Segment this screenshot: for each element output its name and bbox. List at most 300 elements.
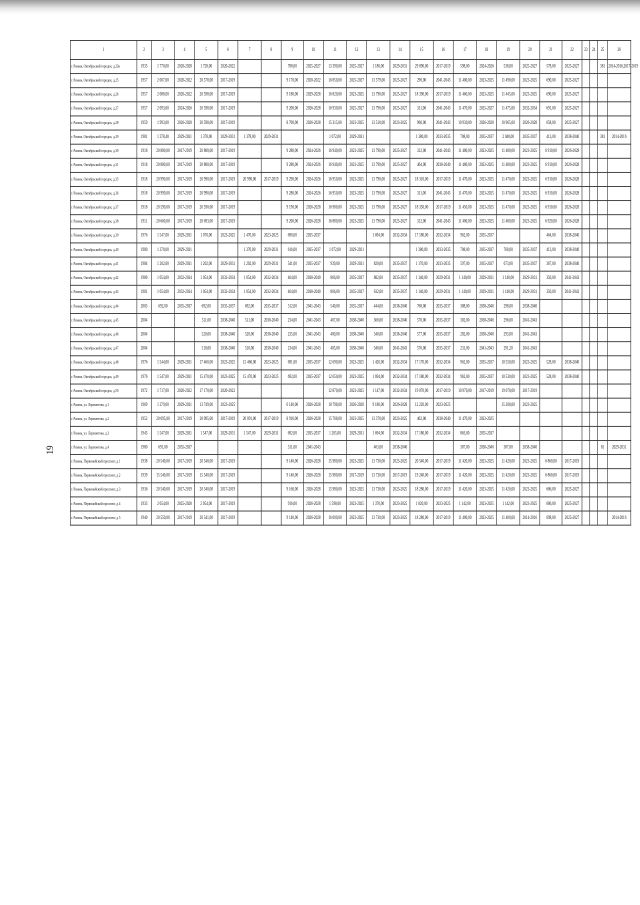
table-row <box>70 243 631 257</box>
table-cell: 340,00 <box>367 328 390 342</box>
table-cell: 2025-2027 <box>390 144 410 158</box>
table-cell <box>175 313 195 327</box>
table-cell <box>608 229 631 243</box>
table-row <box>70 384 631 398</box>
table-cell: 2041-2043 <box>520 313 540 327</box>
table-cell <box>608 74 631 88</box>
table-cell: 2023-2025 <box>347 215 367 229</box>
table-cell: 15 460,00 <box>238 356 261 370</box>
table-cell: 9 280,00 <box>281 186 303 200</box>
table-cell <box>261 384 281 398</box>
table-cell: 541,00 <box>281 257 303 271</box>
table-row <box>70 201 631 215</box>
column-header: 3 <box>151 40 174 59</box>
table-cell: 464,00 <box>281 271 303 285</box>
table-cell: 13 790,00 <box>367 144 390 158</box>
table-cell: 2035-2037 <box>520 130 540 144</box>
table-cell: 11 460,00 <box>453 88 476 102</box>
table-cell: 2023-2025 <box>477 74 497 88</box>
table-cell: 2026-2028 <box>562 158 582 172</box>
table-cell <box>367 130 390 144</box>
table-cell: 2033-2035 <box>433 130 453 144</box>
table-cell: 16 940,00 <box>323 144 346 158</box>
table-cell: 463,00 <box>367 440 390 454</box>
table-cell: 2 007,00 <box>151 74 174 88</box>
table-cell <box>598 356 608 370</box>
table-cell: 2017-2019 <box>562 455 582 469</box>
table-cell: 2035-2037 <box>390 271 410 285</box>
column-header: 18 <box>477 40 497 59</box>
table-cell <box>540 384 562 398</box>
table-cell: 2026-2028 <box>303 215 323 229</box>
table-cell: 13 790,00 <box>367 172 390 186</box>
table-cell: 2023-2025 <box>477 412 497 426</box>
table-cell <box>151 313 174 327</box>
table-cell <box>590 116 598 130</box>
table-cell: 2029-2031 <box>433 285 453 299</box>
table-cell: 464,00 <box>540 229 562 243</box>
address-cell: г. Рязань, Октябрьский городок, д.30 <box>70 144 137 158</box>
table-cell: 1 728,00 <box>195 60 218 74</box>
table-cell: 2029-2031 <box>175 243 195 257</box>
table-cell: 1 202,00 <box>195 257 218 271</box>
table-cell: 2023-2025 <box>433 398 453 412</box>
table-cell: 10 550,00 <box>497 356 520 370</box>
table-cell: 2024-2026 <box>303 186 323 200</box>
table-cell: 2038-2040 <box>477 440 497 454</box>
table-cell: 16 950,00 <box>323 172 346 186</box>
table-cell: 2029-2031 <box>608 440 631 454</box>
table-cell <box>540 313 562 327</box>
table-cell: 6 910,00 <box>540 158 562 172</box>
table-cell: 2032-2034 <box>261 271 281 285</box>
table-row <box>70 370 631 384</box>
table-cell: 2023-2025 <box>520 172 540 186</box>
table-cell: 1 202,00 <box>238 257 261 271</box>
table-cell <box>608 257 631 271</box>
table-cell: 2035-2037 <box>347 285 367 299</box>
table-cell: 2017-2019 <box>175 144 195 158</box>
table-cell: 11 445,00 <box>497 88 520 102</box>
table-cell: 20 540,00 <box>151 483 174 497</box>
table-cell: 2035-2037 <box>218 299 238 313</box>
table-cell <box>218 243 238 257</box>
table-cell: 11 420,00 <box>453 469 476 483</box>
table-cell <box>608 243 631 257</box>
column-header: 25 <box>598 40 608 59</box>
table-cell: 2017-2019 <box>175 469 195 483</box>
table-cell <box>590 158 598 172</box>
table-cell: 6 910,00 <box>540 201 562 215</box>
table-cell <box>540 426 562 440</box>
table-cell <box>590 271 598 285</box>
table-cell: 2032-2034 <box>390 229 410 243</box>
table-cell <box>582 88 590 102</box>
table-cell: 2020-2022 <box>175 74 195 88</box>
table-cell: 698,00 <box>540 511 562 525</box>
table-cell: 20 990,00 <box>195 186 218 200</box>
table-cell: 2023-2025 <box>520 158 540 172</box>
table-cell: 6 140,00 <box>281 398 303 412</box>
table-cell: 2038-2040 <box>218 342 238 356</box>
table-cell: 2041-2043 <box>520 342 540 356</box>
table-cell: 11 470,00 <box>497 186 520 200</box>
table-cell: 2025-2027 <box>303 60 323 74</box>
table-cell: 413,00 <box>540 130 562 144</box>
table-cell: 13 730,00 <box>367 483 390 497</box>
table-cell <box>582 130 590 144</box>
table-cell <box>175 328 195 342</box>
table-cell: 2023-2025 <box>520 455 540 469</box>
table-cell: 2026-2028 <box>303 201 323 215</box>
table-cell: 13 510,00 <box>367 116 390 130</box>
table-cell: 2023-2025 <box>520 370 540 384</box>
table-cell <box>608 398 631 412</box>
table-cell: 290,00 <box>410 74 433 88</box>
address-cell: г. Рязань, Октябрьский городок, д.46 <box>70 328 137 342</box>
table-cell <box>590 186 598 200</box>
table-cell: 632,00 <box>367 285 390 299</box>
table-cell <box>598 426 608 440</box>
table-cell <box>590 426 598 440</box>
table-cell: 2017-2019 <box>218 215 238 229</box>
table-cell: 2017-2019 <box>218 201 238 215</box>
table-cell: 2026-2028 <box>347 398 367 412</box>
table-cell <box>598 102 608 116</box>
table-cell: 962,00 <box>453 229 476 243</box>
table-cell: 17 170,00 <box>195 384 218 398</box>
table-cell <box>582 440 590 454</box>
table-cell: 2020-2022 <box>218 384 238 398</box>
table-cell: 2029-2031 <box>218 257 238 271</box>
table-cell <box>582 384 590 398</box>
table-cell: 691,00 <box>151 440 174 454</box>
table-cell <box>453 398 476 412</box>
table-cell: 2029-2031 <box>175 257 195 271</box>
table-cell: 11 498,00 <box>497 74 520 88</box>
table-cell <box>562 398 582 412</box>
table-cell: 11 450,00 <box>453 201 476 215</box>
table-cell: 2023-2025 <box>390 511 410 525</box>
table-cell: 20 990,00 <box>195 172 218 186</box>
table-cell <box>497 229 520 243</box>
table-cell: 2025-2027 <box>390 215 410 229</box>
column-header: 15 <box>410 40 433 59</box>
table-cell <box>598 186 608 200</box>
table-cell: 2023-2025 <box>477 469 497 483</box>
table-cell: 16 850,00 <box>323 74 346 88</box>
table-cell: 2023-2025 <box>218 398 238 412</box>
table-cell: 20 095,00 <box>151 412 174 426</box>
table-cell <box>608 186 631 200</box>
table-cell <box>238 88 261 102</box>
table-cell <box>238 440 261 454</box>
table-cell: 17 180,00 <box>410 370 433 384</box>
table-cell: 17 180,00 <box>410 426 433 440</box>
table-cell: 708,00 <box>453 130 476 144</box>
table-cell: 2023-2025 <box>347 511 367 525</box>
table-cell <box>608 455 631 469</box>
table-cell: 2017-2019 <box>261 172 281 186</box>
table-cell: 20 590,00 <box>151 201 174 215</box>
table-cell: 2023-2025 <box>347 370 367 384</box>
table-cell: 388,00 <box>453 299 476 313</box>
table-cell: 2020-2022 <box>175 384 195 398</box>
table-cell <box>562 384 582 398</box>
table-cell: 13 370,00 <box>367 412 390 426</box>
table-cell: 2023-2025 <box>477 144 497 158</box>
column-header: 13 <box>367 40 390 59</box>
table-cell: 2041-2043 <box>433 102 453 116</box>
table-cell: 17 180,00 <box>410 229 433 243</box>
table-cell <box>598 215 608 229</box>
table-cell: 2017-2019 <box>218 483 238 497</box>
table-cell: 2035-2037 <box>477 426 497 440</box>
table-cell: 1 054,00 <box>238 271 261 285</box>
table-cell <box>608 370 631 384</box>
table-cell: 510,00 <box>238 342 261 356</box>
table-cell <box>562 299 582 313</box>
table-cell: 2038-2040 <box>562 130 582 144</box>
table-cell <box>281 130 303 144</box>
table-cell <box>608 356 631 370</box>
table-cell: 402,00 <box>410 412 433 426</box>
table-cell: 1 694,00 <box>367 426 390 440</box>
table-cell: 1940 <box>137 511 151 525</box>
table-cell: 2035-2037 <box>520 243 540 257</box>
table-cell: 20 091,00 <box>238 412 261 426</box>
table-cell: 1969 <box>137 398 151 412</box>
table-cell: 2041-2043 <box>390 342 410 356</box>
table-cell: 2038-2040 <box>303 285 323 299</box>
table-cell: 13 790,00 <box>367 201 390 215</box>
address-cell: г. Рязань, Октябрьский городок, д.23к <box>70 60 137 74</box>
table-cell: 2026-2028 <box>175 116 195 130</box>
table-cell: 691,00 <box>540 102 562 116</box>
table-cell <box>582 172 590 186</box>
table-cell <box>590 356 598 370</box>
address-cell: г. Рязань, Октябрьский городок, д.41 <box>70 257 137 271</box>
table-cell: 2029-2031 <box>520 271 540 285</box>
table-cell: 2035-2037 <box>347 271 367 285</box>
table-cell: 20 590,00 <box>195 201 218 215</box>
table-cell: 2026-2028 <box>562 144 582 158</box>
table-cell: 360,00 <box>367 313 390 327</box>
table-cell: 2023-2025 <box>477 215 497 229</box>
table-cell: 311,00 <box>410 186 433 200</box>
table-cell: 407,00 <box>323 313 346 327</box>
table-cell <box>582 299 590 313</box>
table-cell: 2032-2034 <box>390 384 410 398</box>
table-cell: 9 280,00 <box>281 158 303 172</box>
table-cell: 9 140,00 <box>281 469 303 483</box>
address-cell: г. Рязань, Октябрьский городок, д.40 <box>70 243 137 257</box>
table-cell: 2023-2025 <box>477 158 497 172</box>
table-cell <box>582 229 590 243</box>
table-cell: 2041-2043 <box>303 328 323 342</box>
table-cell <box>582 483 590 497</box>
column-header: 7 <box>238 40 261 59</box>
table-cell <box>261 74 281 88</box>
table-cell <box>238 144 261 158</box>
table-cell <box>323 229 346 243</box>
table-cell <box>608 299 631 313</box>
table-cell: 962,00 <box>453 356 476 370</box>
table-cell: 2023-2025 <box>477 497 497 511</box>
table-cell: 1 380,00 <box>410 243 433 257</box>
table-cell <box>582 313 590 327</box>
table-row <box>70 130 631 144</box>
address-cell: г. Рязань, Октябрьский городок, д.37 <box>70 201 137 215</box>
table-cell <box>195 243 218 257</box>
table-cell: 11 480,00 <box>453 158 476 172</box>
table-cell: 2035-2037 <box>347 299 367 313</box>
table-cell: 29 090,00 <box>410 60 433 74</box>
table-cell: 2038-2040 <box>433 412 453 426</box>
table-row <box>70 356 631 370</box>
table-cell: 2017-2019 <box>218 74 238 88</box>
table-cell: 2041-2043 <box>477 342 497 356</box>
table-cell <box>582 342 590 356</box>
table-cell <box>582 469 590 483</box>
table-cell: 2023-2025 <box>477 511 497 525</box>
table-cell: 2025-2027 <box>562 88 582 102</box>
table-row <box>70 172 631 186</box>
table-cell <box>261 158 281 172</box>
table-cell: 1 070,00 <box>195 229 218 243</box>
table-cell: 1976 <box>137 370 151 384</box>
table-cell: 2038-2040 <box>390 440 410 454</box>
table-cell <box>562 440 582 454</box>
column-header: 2 <box>137 40 151 59</box>
table-cell <box>261 102 281 116</box>
table-cell: 1 547,00 <box>195 426 218 440</box>
table-cell <box>598 384 608 398</box>
table-cell: 1 140,00 <box>453 271 476 285</box>
table-cell <box>590 60 598 74</box>
table-cell: 2023-2025 <box>520 74 540 88</box>
table-cell: 2023-2025 <box>347 88 367 102</box>
table-cell <box>390 243 410 257</box>
address-cell: г. Рязань, ул. Лермонтова, д.3 <box>70 426 137 440</box>
table-cell: 13 790,00 <box>367 186 390 200</box>
table-cell: 2032-2034 <box>175 271 195 285</box>
table-cell <box>590 412 598 426</box>
table-cell <box>590 313 598 327</box>
table-cell: 464,00 <box>281 285 303 299</box>
table-cell: 2017-2019 <box>175 201 195 215</box>
table-cell: 1 140,00 <box>497 271 520 285</box>
table-cell <box>218 440 238 454</box>
table-cell: 13 730,00 <box>367 511 390 525</box>
table-cell: 708,00 <box>453 243 476 257</box>
table-cell: 2017-2019 <box>218 412 238 426</box>
table-cell: 19 070,00 <box>410 384 433 398</box>
table-cell: 1 202,00 <box>151 257 174 271</box>
table-cell: 690,00 <box>540 74 562 88</box>
table-cell: 2023-2025 <box>477 483 497 497</box>
table-cell: 2029-2031 <box>520 285 540 299</box>
table-cell: 2029-2031 <box>218 130 238 144</box>
table-cell: 520,00 <box>195 328 218 342</box>
table-cell: 768,00 <box>410 299 433 313</box>
table-cell: 13 790,00 <box>367 88 390 102</box>
table-cell: 282,00 <box>453 328 476 342</box>
table-cell: 2035-2037 <box>477 257 497 271</box>
table-cell: 2029-2031 <box>347 426 367 440</box>
table-cell <box>608 328 631 342</box>
table-cell: 11 480,00 <box>453 144 476 158</box>
table-cell: 18 390,00 <box>410 88 433 102</box>
table-cell: 235,00 <box>281 328 303 342</box>
table-cell <box>261 116 281 130</box>
table-cell: 2020-2022 <box>175 88 195 102</box>
table-cell <box>608 342 631 356</box>
table-cell: 1 140,00 <box>410 285 433 299</box>
table-cell: 2025-2027 <box>347 60 367 74</box>
table-cell: 2024-2026 <box>175 102 195 116</box>
table-cell: 1935 <box>137 60 151 74</box>
table-cell: 2020-2022 <box>218 60 238 74</box>
table-cell: 20 540,00 <box>410 455 433 469</box>
table-cell: 690,00 <box>281 229 303 243</box>
table-cell: 231,00 <box>453 342 476 356</box>
table-cell: 2023-2025 <box>347 186 367 200</box>
table-cell: 2023-2025 <box>218 229 238 243</box>
table-cell: 882,00 <box>367 271 390 285</box>
table-cell: 20 598,00 <box>195 116 218 130</box>
column-header: 4 <box>175 40 195 59</box>
table-cell: 1980 <box>137 271 151 285</box>
table-cell: 2032-2034 <box>433 356 453 370</box>
table-cell <box>238 201 261 215</box>
table-cell <box>590 469 598 483</box>
table-cell: 20 095,00 <box>195 412 218 426</box>
table-cell: 2014-2016,2017-2019 <box>608 60 631 74</box>
table-cell: 11 470,00 <box>497 201 520 215</box>
table-cell: 15 540,00 <box>195 469 218 483</box>
table-cell: 2023-2025 <box>477 88 497 102</box>
table-cell: 2017-2019 <box>433 469 453 483</box>
address-cell: г. Рязань, Октябрьский городок, д.26 <box>70 88 137 102</box>
table-cell: 2026-2028 <box>303 102 323 116</box>
table-cell <box>598 88 608 102</box>
table-cell: 9 190,00 <box>281 201 303 215</box>
table-cell <box>608 497 631 511</box>
table-cell: 2 093,00 <box>151 102 174 116</box>
table-cell: 1 379,00 <box>151 398 174 412</box>
table-cell: 2025-2027 <box>347 74 367 88</box>
table-cell: 2023-2025 <box>433 497 453 511</box>
address-cell: г. Рязань, Первомайский проспект, д.1 <box>70 455 137 469</box>
table-row <box>70 116 631 130</box>
table-cell: 15 200,00 <box>497 398 520 412</box>
table-cell <box>497 412 520 426</box>
table-cell: 16 950,00 <box>323 186 346 200</box>
table-cell: 13 790,00 <box>367 102 390 116</box>
table-cell: 19 240,00 <box>410 469 433 483</box>
table-cell: 2026-2028 <box>303 455 323 469</box>
table-cell <box>608 158 631 172</box>
table-cell: 2035-2037 <box>303 257 323 271</box>
table-cell: 9 160,00 <box>281 483 303 497</box>
column-header: 26 <box>608 40 631 59</box>
table-cell: 538,00 <box>497 60 520 74</box>
table-row <box>70 342 631 356</box>
table-cell: 1 598,00 <box>323 497 346 511</box>
table-cell <box>590 455 598 469</box>
table-cell: 19 070,00 <box>497 384 520 398</box>
